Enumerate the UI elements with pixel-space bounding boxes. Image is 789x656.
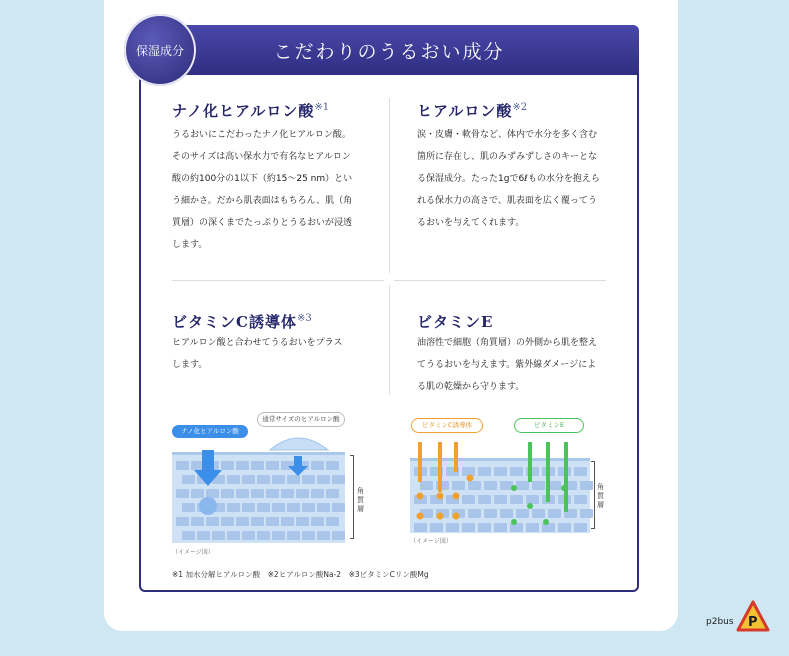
skin-cell (317, 531, 330, 540)
layer-bracket-left (350, 455, 354, 539)
moisturizing-badge: 保湿成分 (124, 14, 196, 86)
hyaluronic-arrows-icon (172, 420, 352, 520)
skin-cell (227, 531, 240, 540)
skin-cell (242, 531, 255, 540)
label-vitamin-c: ビタミンC誘導体 (411, 418, 483, 433)
divider-vertical-bottom (389, 285, 390, 395)
divider-vertical-top (389, 98, 390, 273)
section-title-hyaluronic: ヒアルロン酸$^{※2}$ (417, 102, 528, 120)
logo-text: p2bus (706, 617, 734, 627)
section-title-vitamin-e: ビタミンE (417, 313, 494, 331)
panel-header (139, 25, 639, 75)
skin-cell (182, 531, 195, 540)
skin-cell (197, 531, 210, 540)
label-normal-hyaluronic: 通常サイズのヒアルロン酸 (257, 412, 345, 427)
section-body-nano-hyaluronic: うるおいにこだわったナノ化ヒアルロン酸。 そのサイズは高い保水力で有名なヒアルロン 酸の約100分の1以下（約15〜25 nm）とい う細かさ。だから肌表面はもちろん、肌（角 質層）の深くまでたっぷりとうるおいが浸透 します。 (172, 130, 353, 250)
label-vitamin-e: ビタミンE (514, 418, 584, 433)
divider-horizontal-right (394, 280, 606, 281)
divider-horizontal-left (172, 280, 384, 281)
caption-right: （イメージ図） (410, 538, 452, 545)
vitamin-arrows-icon (410, 432, 590, 532)
skin-cell (287, 531, 300, 540)
skin-cell (302, 531, 315, 540)
p2bus-logo-icon (736, 600, 770, 634)
layer-label-left: 角質層 (357, 487, 364, 513)
section-body-hyaluronic: 涙・皮膚・軟骨など、体内で水分を多く含む 箇所に存在し、肌のみずみずしさのキーとな る保湿成分。たった1gで6ℓもの水分を抱えら れる保水力の高さで、肌表面を広く覆ってう るおいを与えてくれます。 (417, 130, 600, 228)
caption-left: （イメージ図） (172, 549, 214, 556)
panel-title: こだわりのうるおい成分 (273, 41, 505, 63)
section-title-vitamin-c: ビタミンC誘導体$^{※3}$ (172, 313, 312, 331)
skin-cell (332, 531, 345, 540)
label-nano-hyaluronic: ナノ化ヒアルロン酸 (172, 425, 248, 438)
section-body-vitamin-c: ヒアルロン酸と合わせてうるおいをプラス します。 (172, 338, 343, 370)
svg-text:P: P (748, 615, 758, 630)
footnotes: ※1 加水分解ヒアルロン酸 ※2ヒアルロン酸Na-2 ※3ビタミンCリン酸Mg (172, 570, 429, 579)
section-body-vitamin-e: 油溶性で細胞（角質層）の外側から肌を整え てうるおいを与えます。紫外線ダメージによ る肌の乾燥から守ります。 (417, 338, 598, 392)
layer-bracket-right (591, 461, 595, 529)
section-title-nano-hyaluronic: ナノ化ヒアルロン酸$^{※1}$ (172, 102, 330, 120)
layer-label-right: 角質層 (597, 483, 604, 509)
skin-cell (257, 531, 270, 540)
skin-cell (212, 531, 225, 540)
skin-cell (272, 531, 285, 540)
